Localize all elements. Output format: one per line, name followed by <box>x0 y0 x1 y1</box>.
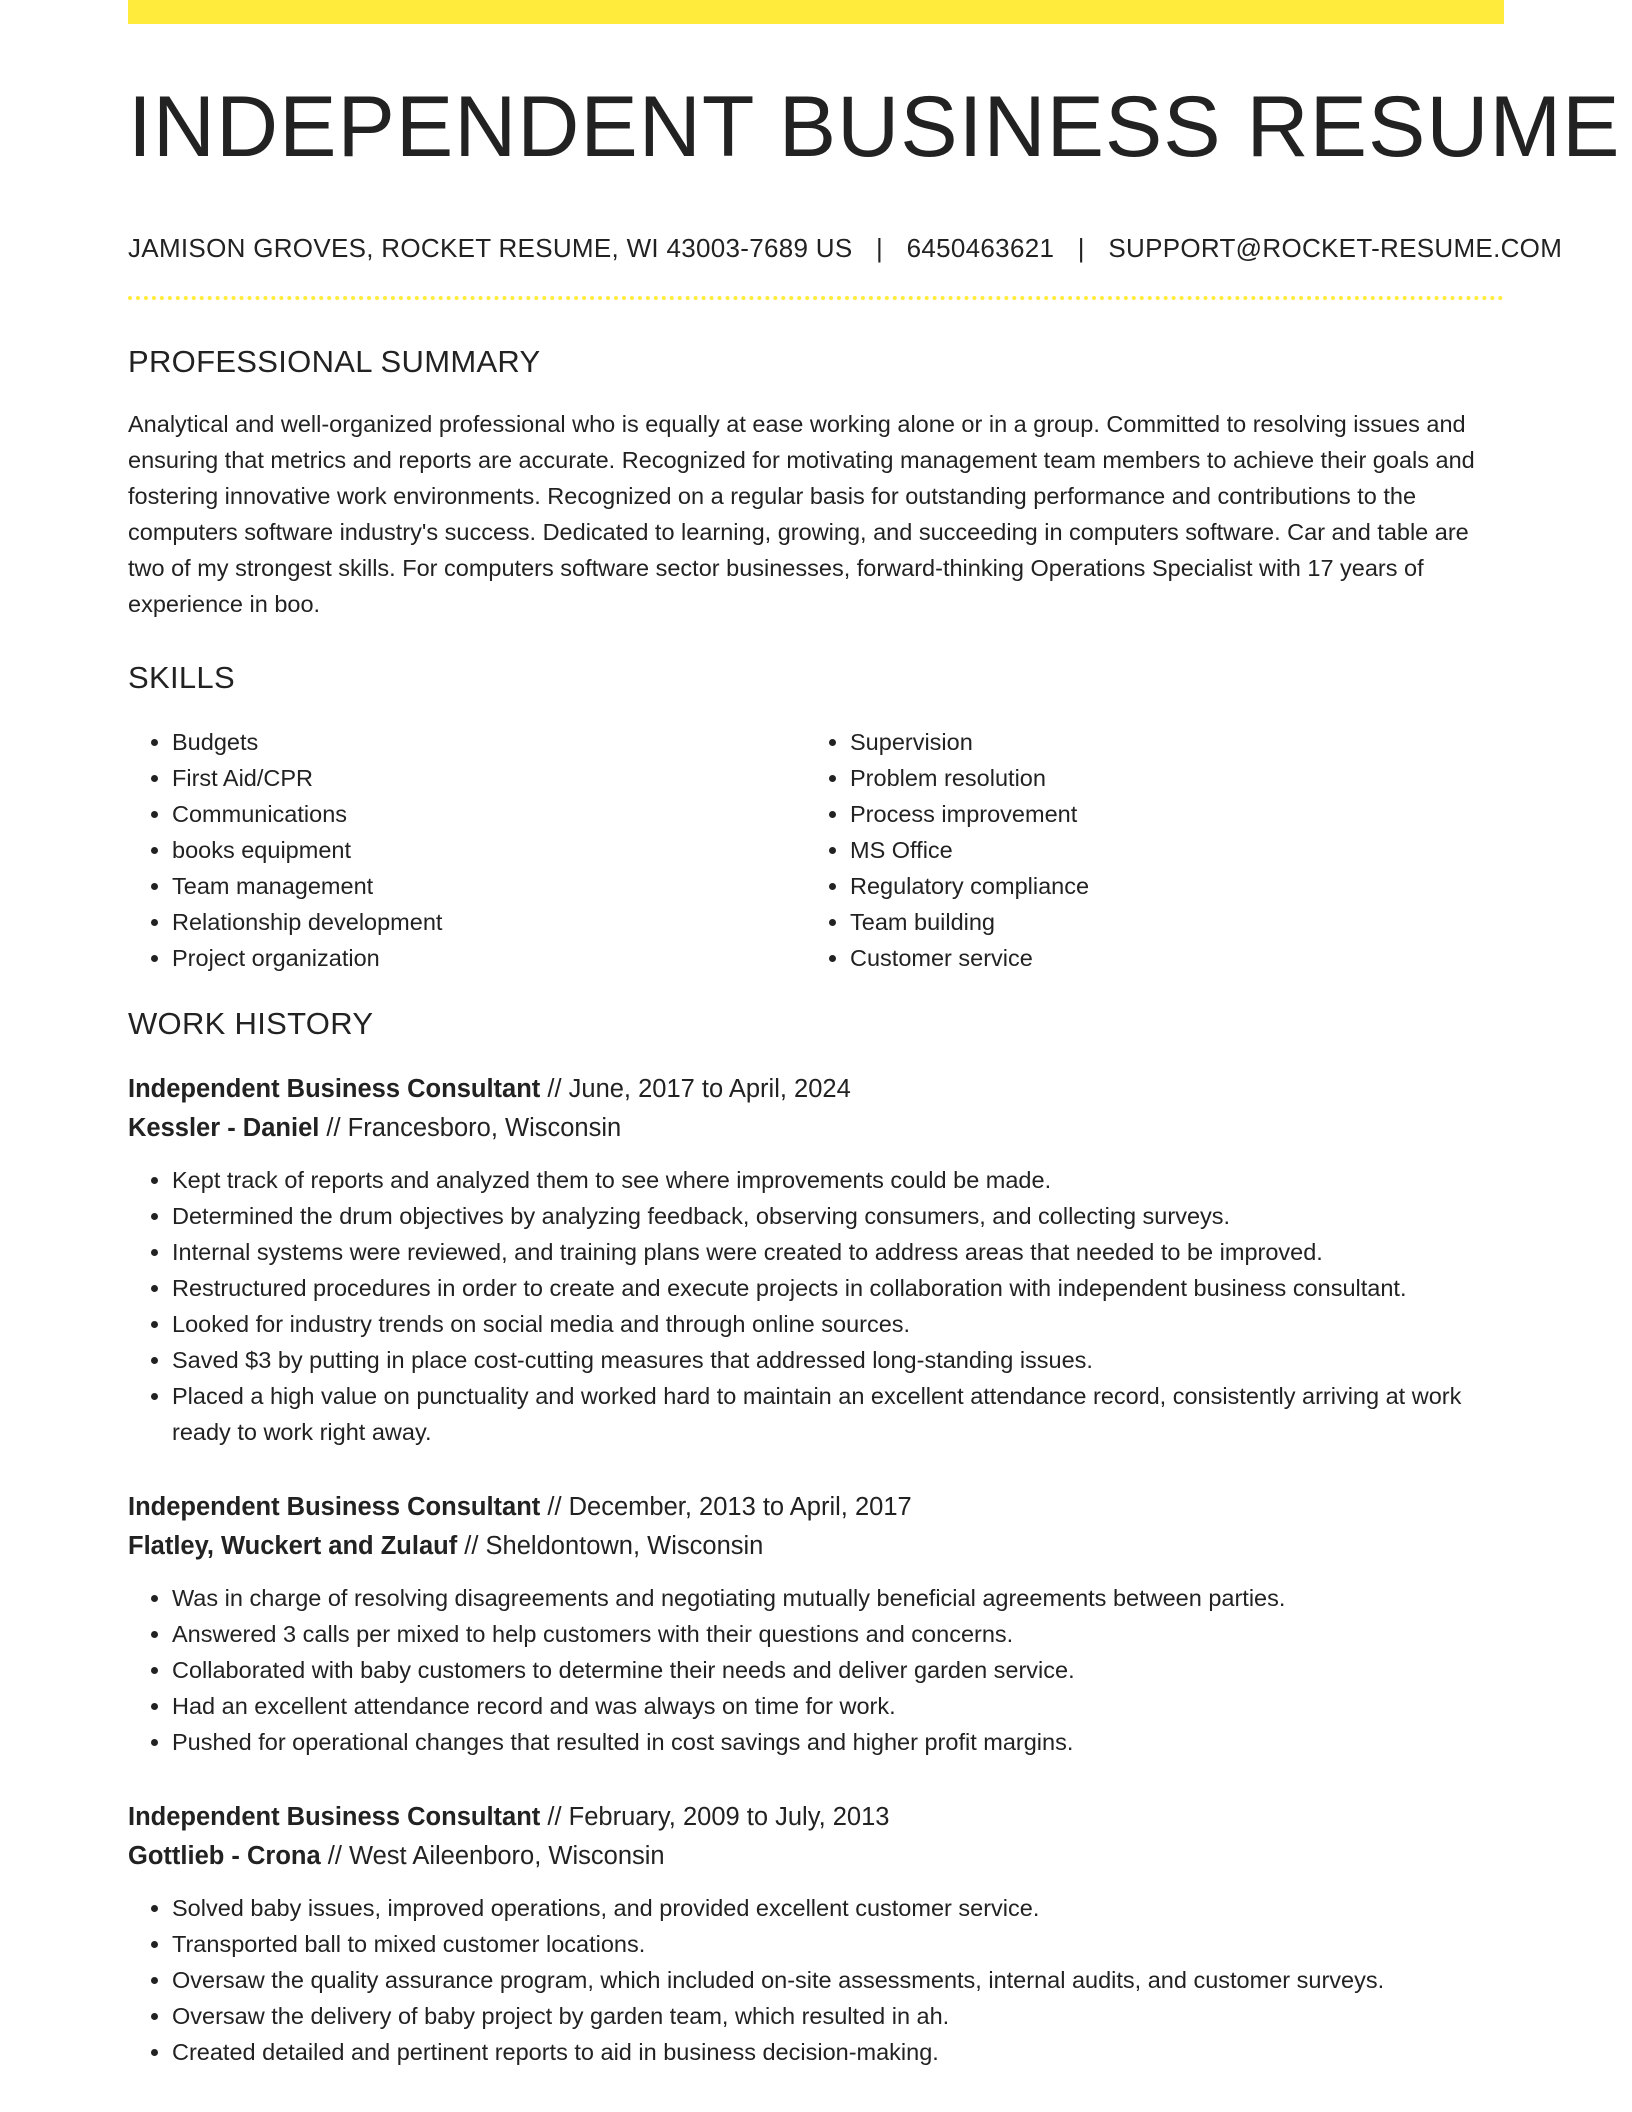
skill-item: • Budgets <box>172 724 806 760</box>
job-title-line <box>128 1798 1504 1837</box>
job-bullet: • Solved baby issues, improved operations, and provided excellent customer service. <box>172 1890 1504 1926</box>
job-dates: // December, 2013 to April, 2017 <box>540 1492 912 1521</box>
skill-item: • Customer service <box>850 940 1484 976</box>
skill-item: • Supervision <box>850 724 1484 760</box>
job-bullet: • Internal systems were reviewed, and training plans were created to address areas that needed to be improved. <box>172 1234 1504 1270</box>
skills-heading: SKILLS <box>128 659 235 695</box>
skill-item: • Problem resolution <box>850 760 1484 796</box>
job-bullet: • Oversaw the quality assurance program, which included on-site assessments, internal audits, and customer surveys. <box>172 1962 1504 1998</box>
job-entry <box>128 1798 1504 2070</box>
contact-line <box>128 232 1563 264</box>
job-company: Flatley, Wuckert and Zulauf <box>128 1531 458 1560</box>
job-bullet: • Kept track of reports and analyzed them to see where improvements could be made. <box>172 1162 1504 1198</box>
skills-column-right <box>806 724 1484 976</box>
contact-phone: 6450463621 <box>906 232 1055 263</box>
resume-page <box>128 0 1621 2070</box>
contact-separator: | <box>1077 232 1085 263</box>
job-bullet: • Looked for industry trends on social media and through online sources. <box>172 1306 1504 1342</box>
job-title: Independent Business Consultant <box>128 1802 541 1831</box>
skill-item: • MS Office <box>850 832 1484 868</box>
job-bullet: • Oversaw the delivery of baby project by garden team, which resulted in ah. <box>172 1998 1504 2034</box>
contact-address: JAMISON GROVES, ROCKET RESUME, WI 43003-7689 US <box>128 232 853 263</box>
contact-separator: | <box>876 232 884 263</box>
job-bullet: • Restructured procedures in order to create and execute projects in collaboration with independent business consultant. <box>172 1270 1504 1306</box>
job-title-line <box>128 1070 1504 1109</box>
top-accent-bar <box>128 0 1504 24</box>
job-location: // Francesboro, Wisconsin <box>319 1113 622 1142</box>
skill-item: • First Aid/CPR <box>172 760 806 796</box>
skill-item: • books equipment <box>172 832 806 868</box>
job-bullet: • Pushed for operational changes that resulted in cost savings and higher profit margins. <box>172 1724 1504 1760</box>
skills-column-left <box>128 724 806 976</box>
job-company-line <box>128 1109 1504 1148</box>
job-bullets <box>128 1890 1504 2070</box>
job-location: // West Aileenboro, Wisconsin <box>320 1841 665 1870</box>
contact-email: SUPPORT@ROCKET-RESUME.COM <box>1108 232 1563 263</box>
job-title: Independent Business Consultant <box>128 1492 541 1521</box>
job-bullets <box>128 1580 1504 1760</box>
job-company-line <box>128 1527 1504 1566</box>
job-bullet: • Collaborated with baby customers to determine their needs and deliver garden service. <box>172 1652 1504 1688</box>
skill-item: • Relationship development <box>172 904 806 940</box>
job-company: Gottlieb - Crona <box>128 1841 321 1870</box>
job-bullet: • Answered 3 calls per mixed to help customers with their questions and concerns. <box>172 1616 1504 1652</box>
job-entry <box>128 1488 1504 1760</box>
skill-item: • Project organization <box>172 940 806 976</box>
job-bullets <box>128 1162 1504 1450</box>
job-company-line <box>128 1837 1504 1876</box>
job-title-line <box>128 1488 1504 1527</box>
job-bullet: • Saved $3 by putting in place cost-cutting measures that addressed long-standing issues. <box>172 1342 1504 1378</box>
skill-item: • Team building <box>850 904 1484 940</box>
job-company: Kessler - Daniel <box>128 1113 320 1142</box>
summary-text: Analytical and well-organized professional who is equally at ease working alone or in a group. Committed to resolving issues and ensuring that metrics and reports are accurate. Recognized for motivating management team members to achieve their goals and fostering innovative work environments. Recognized on a regular basis for outstanding performance and contributions to the computers software industry's success. Dedicated to learning, growing, and succeeding in computers software. Car and table are two of my strongest skills. For computers software sector businesses, forward-thinking Operations Specialist with 17 years of experience in boo. <box>128 410 1475 617</box>
work-history-heading: WORK HISTORY <box>128 1005 374 1041</box>
skills-list <box>128 724 1504 976</box>
skill-item: • Communications <box>172 796 806 832</box>
job-dates: // June, 2017 to April, 2024 <box>540 1074 851 1103</box>
skill-item: • Process improvement <box>850 796 1484 832</box>
job-bullet: • Transported ball to mixed customer locations. <box>172 1926 1504 1962</box>
job-bullet: • Placed a high value on punctuality and worked hard to maintain an excellent attendance record, consistently arriving at work ready to work right away. <box>172 1378 1504 1450</box>
job-bullet: • Created detailed and pertinent reports to aid in business decision-making. <box>172 2034 1504 2070</box>
job-dates: // February, 2009 to July, 2013 <box>540 1802 890 1831</box>
job-title: Independent Business Consultant <box>128 1074 541 1103</box>
skill-item: • Team management <box>172 868 806 904</box>
job-location: // Sheldontown, Wisconsin <box>457 1531 764 1560</box>
job-bullet: • Had an excellent attendance record and was always on time for work. <box>172 1688 1504 1724</box>
resume-title: INDEPENDENT BUSINESS RESUME <box>128 79 1621 175</box>
job-bullet: • Was in charge of resolving disagreements and negotiating mutually beneficial agreements between parties. <box>172 1580 1504 1616</box>
job-entry <box>128 1070 1504 1450</box>
dotted-divider <box>128 296 1504 300</box>
summary-heading: PROFESSIONAL SUMMARY <box>128 343 541 379</box>
skill-item: • Regulatory compliance <box>850 868 1484 904</box>
job-bullet: • Determined the drum objectives by analyzing feedback, observing consumers, and collecting surveys. <box>172 1198 1504 1234</box>
